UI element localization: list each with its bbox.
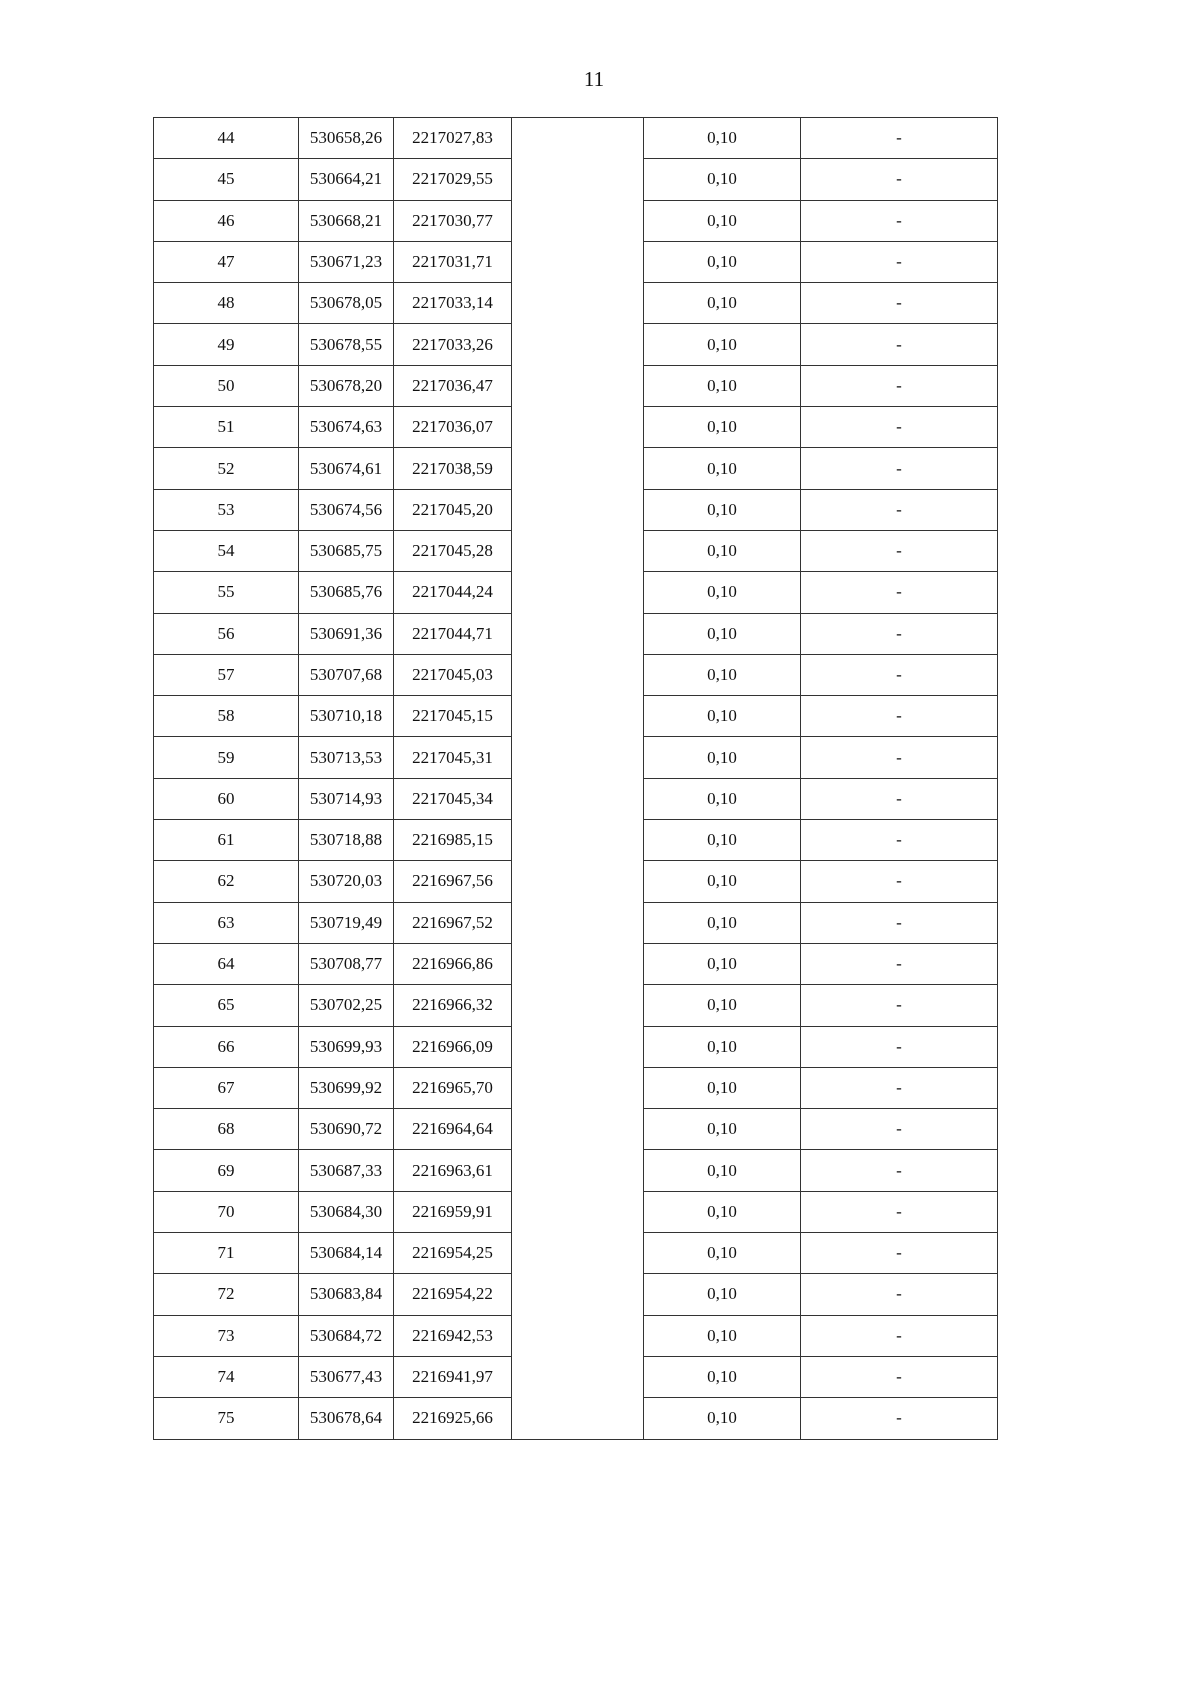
note-cell: -: [801, 778, 998, 819]
note-cell: -: [801, 241, 998, 282]
accuracy-cell: 0,10: [644, 1150, 801, 1191]
point-number-cell: 68: [154, 1109, 299, 1150]
coordinates-table: [153, 117, 998, 1440]
point-number-cell: 47: [154, 241, 299, 282]
coordinate-x-cell: 530713,53: [299, 737, 394, 778]
table-row: [154, 283, 998, 324]
note-cell: -: [801, 696, 998, 737]
point-number-cell: 61: [154, 820, 299, 861]
accuracy-cell: 0,10: [644, 448, 801, 489]
coordinate-y-cell: 2217045,34: [394, 778, 512, 819]
table-row: [154, 737, 998, 778]
point-number-cell: 60: [154, 778, 299, 819]
coordinate-y-cell: 2217045,31: [394, 737, 512, 778]
note-cell: -: [801, 365, 998, 406]
note-cell: -: [801, 448, 998, 489]
table-row: [154, 1109, 998, 1150]
table-row: [154, 778, 998, 819]
coordinate-x-cell: 530674,56: [299, 489, 394, 530]
point-number-cell: 65: [154, 985, 299, 1026]
coordinate-y-cell: 2216985,15: [394, 820, 512, 861]
note-cell: -: [801, 118, 998, 159]
table-row: [154, 696, 998, 737]
table-row: [154, 118, 998, 159]
coordinate-x-cell: 530710,18: [299, 696, 394, 737]
empty-column-cell: [512, 118, 644, 159]
empty-column-cell: [512, 365, 644, 406]
empty-column-cell: [512, 1191, 644, 1232]
empty-column-cell: [512, 1233, 644, 1274]
note-cell: -: [801, 1191, 998, 1232]
note-cell: -: [801, 820, 998, 861]
coordinate-y-cell: 2217031,71: [394, 241, 512, 282]
coordinate-y-cell: 2217033,26: [394, 324, 512, 365]
note-cell: -: [801, 613, 998, 654]
point-number-cell: 57: [154, 654, 299, 695]
coordinate-x-cell: 530699,92: [299, 1067, 394, 1108]
accuracy-cell: 0,10: [644, 489, 801, 530]
point-number-cell: 48: [154, 283, 299, 324]
point-number-cell: 66: [154, 1026, 299, 1067]
accuracy-cell: 0,10: [644, 530, 801, 571]
accuracy-cell: 0,10: [644, 118, 801, 159]
point-number-cell: 71: [154, 1233, 299, 1274]
coordinate-y-cell: 2216966,09: [394, 1026, 512, 1067]
table-row: [154, 1026, 998, 1067]
coordinate-y-cell: 2216966,86: [394, 943, 512, 984]
accuracy-cell: 0,10: [644, 283, 801, 324]
coordinate-y-cell: 2216965,70: [394, 1067, 512, 1108]
coordinate-x-cell: 530685,75: [299, 530, 394, 571]
empty-column-cell: [512, 530, 644, 571]
accuracy-cell: 0,10: [644, 159, 801, 200]
empty-column-cell: [512, 820, 644, 861]
table-row: [154, 489, 998, 530]
coordinate-y-cell: 2216967,52: [394, 902, 512, 943]
note-cell: -: [801, 1150, 998, 1191]
coordinate-y-cell: 2216954,25: [394, 1233, 512, 1274]
empty-column-cell: [512, 861, 644, 902]
point-number-cell: 49: [154, 324, 299, 365]
coordinate-x-cell: 530714,93: [299, 778, 394, 819]
table-row: [154, 943, 998, 984]
table-row: [154, 530, 998, 571]
coordinate-y-cell: 2217027,83: [394, 118, 512, 159]
point-number-cell: 74: [154, 1356, 299, 1397]
note-cell: -: [801, 489, 998, 530]
note-cell: -: [801, 943, 998, 984]
coordinate-x-cell: 530678,64: [299, 1398, 394, 1439]
coordinate-x-cell: 530684,72: [299, 1315, 394, 1356]
table-row: [154, 324, 998, 365]
note-cell: -: [801, 572, 998, 613]
point-number-cell: 63: [154, 902, 299, 943]
note-cell: -: [801, 530, 998, 571]
point-number-cell: 50: [154, 365, 299, 406]
note-cell: -: [801, 159, 998, 200]
table-row: [154, 613, 998, 654]
point-number-cell: 45: [154, 159, 299, 200]
empty-column-cell: [512, 1067, 644, 1108]
accuracy-cell: 0,10: [644, 572, 801, 613]
point-number-cell: 69: [154, 1150, 299, 1191]
table-row: [154, 985, 998, 1026]
table-row: [154, 1315, 998, 1356]
empty-column-cell: [512, 1274, 644, 1315]
coordinate-x-cell: 530687,33: [299, 1150, 394, 1191]
coordinate-x-cell: 530668,21: [299, 200, 394, 241]
table-row: [154, 241, 998, 282]
empty-column-cell: [512, 654, 644, 695]
note-cell: -: [801, 1315, 998, 1356]
point-number-cell: 51: [154, 407, 299, 448]
accuracy-cell: 0,10: [644, 1191, 801, 1232]
accuracy-cell: 0,10: [644, 407, 801, 448]
coordinate-y-cell: 2216964,64: [394, 1109, 512, 1150]
point-number-cell: 54: [154, 530, 299, 571]
coordinate-x-cell: 530707,68: [299, 654, 394, 695]
coordinate-y-cell: 2217033,14: [394, 283, 512, 324]
point-number-cell: 62: [154, 861, 299, 902]
point-number-cell: 56: [154, 613, 299, 654]
accuracy-cell: 0,10: [644, 737, 801, 778]
point-number-cell: 70: [154, 1191, 299, 1232]
empty-column-cell: [512, 1150, 644, 1191]
page-number: 11: [583, 67, 605, 91]
accuracy-cell: 0,10: [644, 365, 801, 406]
empty-column-cell: [512, 737, 644, 778]
note-cell: -: [801, 902, 998, 943]
accuracy-cell: 0,10: [644, 1315, 801, 1356]
coordinate-y-cell: 2217030,77: [394, 200, 512, 241]
coordinate-x-cell: 530674,63: [299, 407, 394, 448]
table-row: [154, 1398, 998, 1439]
empty-column-cell: [512, 1026, 644, 1067]
accuracy-cell: 0,10: [644, 820, 801, 861]
note-cell: -: [801, 200, 998, 241]
table-row: [154, 365, 998, 406]
accuracy-cell: 0,10: [644, 985, 801, 1026]
note-cell: -: [801, 654, 998, 695]
accuracy-cell: 0,10: [644, 200, 801, 241]
coordinate-x-cell: 530708,77: [299, 943, 394, 984]
coordinate-x-cell: 530677,43: [299, 1356, 394, 1397]
table-row: [154, 820, 998, 861]
coordinate-x-cell: 530674,61: [299, 448, 394, 489]
table-row: [154, 200, 998, 241]
note-cell: -: [801, 1274, 998, 1315]
coordinate-y-cell: 2217045,28: [394, 530, 512, 571]
coordinates-table-body: [154, 118, 998, 1440]
accuracy-cell: 0,10: [644, 1026, 801, 1067]
point-number-cell: 67: [154, 1067, 299, 1108]
coordinate-x-cell: 530718,88: [299, 820, 394, 861]
coordinate-y-cell: 2217045,20: [394, 489, 512, 530]
coordinate-y-cell: 2216954,22: [394, 1274, 512, 1315]
empty-column-cell: [512, 778, 644, 819]
point-number-cell: 55: [154, 572, 299, 613]
table-row: [154, 407, 998, 448]
note-cell: -: [801, 985, 998, 1026]
empty-column-cell: [512, 1398, 644, 1439]
table-row: [154, 1233, 998, 1274]
point-number-cell: 59: [154, 737, 299, 778]
table-row: [154, 159, 998, 200]
empty-column-cell: [512, 572, 644, 613]
point-number-cell: 64: [154, 943, 299, 984]
note-cell: -: [801, 737, 998, 778]
coordinate-y-cell: 2216963,61: [394, 1150, 512, 1191]
accuracy-cell: 0,10: [644, 861, 801, 902]
coordinate-x-cell: 530684,30: [299, 1191, 394, 1232]
coordinate-x-cell: 530678,55: [299, 324, 394, 365]
coordinate-x-cell: 530684,14: [299, 1233, 394, 1274]
coordinate-x-cell: 530690,72: [299, 1109, 394, 1150]
coordinate-x-cell: 530678,20: [299, 365, 394, 406]
accuracy-cell: 0,10: [644, 1233, 801, 1274]
empty-column-cell: [512, 1356, 644, 1397]
point-number-cell: 73: [154, 1315, 299, 1356]
note-cell: -: [801, 324, 998, 365]
coordinate-x-cell: 530671,23: [299, 241, 394, 282]
note-cell: -: [801, 1026, 998, 1067]
table-row: [154, 861, 998, 902]
note-cell: -: [801, 1067, 998, 1108]
accuracy-cell: 0,10: [644, 943, 801, 984]
accuracy-cell: 0,10: [644, 654, 801, 695]
coordinate-x-cell: 530691,36: [299, 613, 394, 654]
coordinate-y-cell: 2217044,24: [394, 572, 512, 613]
coordinate-y-cell: 2216967,56: [394, 861, 512, 902]
coordinate-y-cell: 2217036,47: [394, 365, 512, 406]
point-number-cell: 75: [154, 1398, 299, 1439]
empty-column-cell: [512, 696, 644, 737]
empty-column-cell: [512, 241, 644, 282]
table-row: [154, 1274, 998, 1315]
table-row: [154, 1191, 998, 1232]
coordinate-y-cell: 2216941,97: [394, 1356, 512, 1397]
coordinate-y-cell: 2217036,07: [394, 407, 512, 448]
coordinate-x-cell: 530720,03: [299, 861, 394, 902]
note-cell: -: [801, 1233, 998, 1274]
coordinate-x-cell: 530699,93: [299, 1026, 394, 1067]
empty-column-cell: [512, 448, 644, 489]
empty-column-cell: [512, 1315, 644, 1356]
note-cell: -: [801, 1356, 998, 1397]
table-row: [154, 1150, 998, 1191]
note-cell: -: [801, 407, 998, 448]
table-row: [154, 572, 998, 613]
coordinate-x-cell: 530658,26: [299, 118, 394, 159]
accuracy-cell: 0,10: [644, 1356, 801, 1397]
point-number-cell: 44: [154, 118, 299, 159]
coordinate-x-cell: 530685,76: [299, 572, 394, 613]
note-cell: -: [801, 1398, 998, 1439]
accuracy-cell: 0,10: [644, 241, 801, 282]
accuracy-cell: 0,10: [644, 902, 801, 943]
point-number-cell: 52: [154, 448, 299, 489]
coordinate-x-cell: 530678,05: [299, 283, 394, 324]
note-cell: -: [801, 861, 998, 902]
accuracy-cell: 0,10: [644, 1109, 801, 1150]
empty-column-cell: [512, 324, 644, 365]
accuracy-cell: 0,10: [644, 1274, 801, 1315]
coordinate-y-cell: 2216959,91: [394, 1191, 512, 1232]
coordinate-y-cell: 2216942,53: [394, 1315, 512, 1356]
point-number-cell: 46: [154, 200, 299, 241]
empty-column-cell: [512, 985, 644, 1026]
coordinate-y-cell: 2217038,59: [394, 448, 512, 489]
coordinate-x-cell: 530719,49: [299, 902, 394, 943]
coordinate-y-cell: 2217044,71: [394, 613, 512, 654]
table-row: [154, 654, 998, 695]
accuracy-cell: 0,10: [644, 696, 801, 737]
accuracy-cell: 0,10: [644, 1398, 801, 1439]
empty-column-cell: [512, 159, 644, 200]
point-number-cell: 53: [154, 489, 299, 530]
note-cell: -: [801, 283, 998, 324]
table-row: [154, 448, 998, 489]
accuracy-cell: 0,10: [644, 613, 801, 654]
empty-column-cell: [512, 200, 644, 241]
note-cell: -: [801, 1109, 998, 1150]
empty-column-cell: [512, 489, 644, 530]
point-number-cell: 72: [154, 1274, 299, 1315]
coordinate-y-cell: 2217045,15: [394, 696, 512, 737]
empty-column-cell: [512, 407, 644, 448]
coordinate-y-cell: 2217029,55: [394, 159, 512, 200]
table-row: [154, 902, 998, 943]
accuracy-cell: 0,10: [644, 324, 801, 365]
coordinate-y-cell: 2216925,66: [394, 1398, 512, 1439]
empty-column-cell: [512, 1109, 644, 1150]
table-row: [154, 1356, 998, 1397]
accuracy-cell: 0,10: [644, 1067, 801, 1108]
point-number-cell: 58: [154, 696, 299, 737]
accuracy-cell: 0,10: [644, 778, 801, 819]
empty-column-cell: [512, 902, 644, 943]
coordinate-y-cell: 2216966,32: [394, 985, 512, 1026]
empty-column-cell: [512, 613, 644, 654]
coordinate-y-cell: 2217045,03: [394, 654, 512, 695]
coordinate-x-cell: 530683,84: [299, 1274, 394, 1315]
table-row: [154, 1067, 998, 1108]
coordinate-x-cell: 530664,21: [299, 159, 394, 200]
empty-column-cell: [512, 283, 644, 324]
coordinate-x-cell: 530702,25: [299, 985, 394, 1026]
empty-column-cell: [512, 943, 644, 984]
